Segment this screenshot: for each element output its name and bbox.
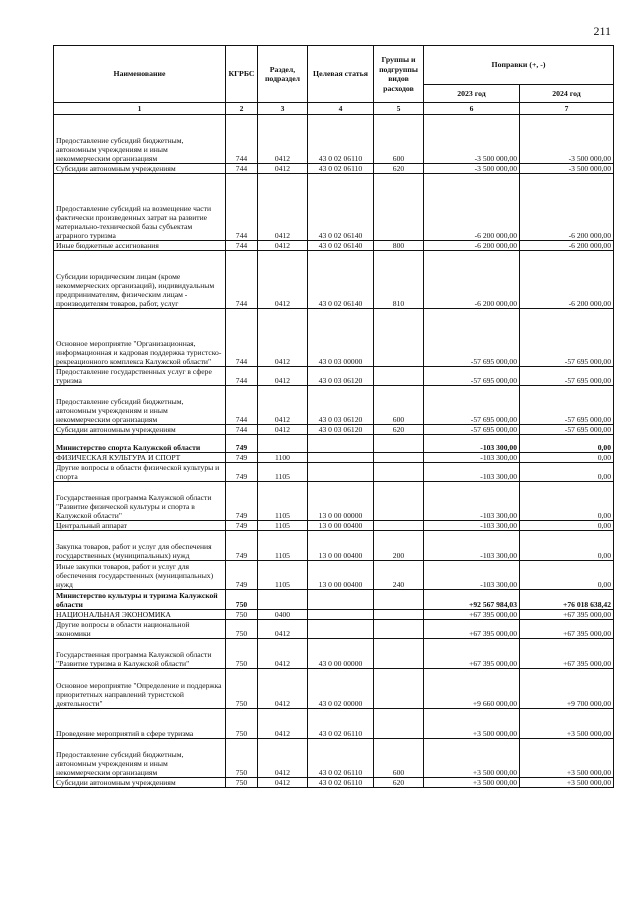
cell-name: Предоставление субсидий бюджетным, автономным учреждениям и иным некоммерческим организациям [54, 115, 226, 164]
cell-section: 0412 [258, 309, 308, 367]
cell-section: 1105 [258, 521, 308, 531]
table-row [54, 739, 614, 778]
table-row [54, 620, 614, 639]
cell-group [374, 521, 424, 531]
cell-group: 600 [374, 386, 424, 425]
cell-group [374, 482, 424, 521]
cell-amount-2024: -57 695 000,00 [520, 425, 614, 435]
cell-target: 13 0 00 00400 [308, 561, 374, 590]
cell-target: 43 0 02 06110 [308, 115, 374, 164]
cell-amount-2023: -57 695 000,00 [424, 425, 520, 435]
cell-name: Проведение мероприятий в сфере туризма [54, 709, 226, 739]
column-number: 3 [258, 103, 308, 115]
cell-kgrbs: 750 [226, 610, 258, 620]
cell-amount-2023: -6 200 000,00 [424, 241, 520, 251]
cell-section: 1105 [258, 482, 308, 521]
cell-section: 1105 [258, 531, 308, 561]
cell-section: 0412 [258, 241, 308, 251]
cell-target: 43 0 02 06110 [308, 778, 374, 788]
column-number: 1 [54, 103, 226, 115]
cell-kgrbs: 749 [226, 435, 258, 453]
cell-name: Предоставление государственных услуг в сфере туризма [54, 367, 226, 386]
cell-target: 43 0 02 06140 [308, 251, 374, 309]
header-section: Раздел, подраздел [258, 46, 308, 103]
cell-amount-2024: 0,00 [520, 561, 614, 590]
header-year-2023: 2023 год [424, 85, 520, 103]
table-body [54, 103, 614, 788]
cell-section: 0412 [258, 367, 308, 386]
cell-amount-2024: -57 695 000,00 [520, 367, 614, 386]
cell-amount-2024: +76 018 638,42 [520, 590, 614, 610]
table-row [54, 309, 614, 367]
table-row [54, 669, 614, 709]
cell-amount-2023: -3 500 000,00 [424, 164, 520, 174]
cell-amount-2024: -3 500 000,00 [520, 115, 614, 164]
cell-kgrbs: 744 [226, 367, 258, 386]
cell-kgrbs: 749 [226, 531, 258, 561]
table-row [54, 610, 614, 620]
cell-name: Предоставление субсидий бюджетным, автономным учреждениям и иным некоммерческим организациям [54, 739, 226, 778]
cell-target: 43 0 02 06110 [308, 739, 374, 778]
cell-section: 0412 [258, 164, 308, 174]
cell-amount-2024: +67 395 000,00 [520, 639, 614, 669]
table-row [54, 164, 614, 174]
cell-target [308, 435, 374, 453]
table-row [54, 174, 614, 241]
column-number: 5 [374, 103, 424, 115]
cell-amount-2023: -57 695 000,00 [424, 367, 520, 386]
cell-name: Субсидии юридическим лицам (кроме некоммерческих организаций), индивидуальным предпринимателям, физическим лицам - производителям товаров, работ, услуг [54, 251, 226, 309]
cell-kgrbs: 744 [226, 241, 258, 251]
cell-name: Иные бюджетные ассигнования [54, 241, 226, 251]
cell-target: 13 0 00 00400 [308, 531, 374, 561]
cell-section: 1105 [258, 561, 308, 590]
cell-amount-2024: 0,00 [520, 482, 614, 521]
cell-kgrbs: 744 [226, 115, 258, 164]
cell-name: Предоставление субсидий бюджетным, автономным учреждениям и иным некоммерческим организациям [54, 386, 226, 425]
cell-group [374, 610, 424, 620]
cell-section: 0412 [258, 669, 308, 709]
cell-amount-2024: +9 700 000,00 [520, 669, 614, 709]
cell-group [374, 367, 424, 386]
table-row [54, 425, 614, 435]
cell-amount-2024: 0,00 [520, 453, 614, 463]
cell-name: Субсидии автономным учреждениям [54, 425, 226, 435]
cell-group: 800 [374, 241, 424, 251]
cell-amount-2024: 0,00 [520, 463, 614, 482]
cell-group [374, 669, 424, 709]
cell-name: Другие вопросы в области физической культуры и спорта [54, 463, 226, 482]
cell-amount-2024: 0,00 [520, 435, 614, 453]
table-row [54, 590, 614, 610]
table-row [54, 115, 614, 164]
cell-group: 810 [374, 251, 424, 309]
cell-target: 43 0 03 06120 [308, 367, 374, 386]
header-amendments: Поправки (+, -) [424, 46, 614, 85]
cell-target [308, 453, 374, 463]
cell-amount-2023: -103 300,00 [424, 435, 520, 453]
cell-amount-2023: +9 660 000,00 [424, 669, 520, 709]
cell-name: Министерство культуры и туризма Калужской области [54, 590, 226, 610]
cell-group: 200 [374, 531, 424, 561]
cell-name: Субсидии автономным учреждениям [54, 778, 226, 788]
cell-group [374, 639, 424, 669]
cell-group [374, 435, 424, 453]
cell-amount-2024: +67 395 000,00 [520, 610, 614, 620]
cell-amount-2023: +67 395 000,00 [424, 620, 520, 639]
cell-amount-2024: +3 500 000,00 [520, 739, 614, 778]
cell-name: Иные закупки товаров, работ и услуг для обеспечения государственных (муниципальных) нужд [54, 561, 226, 590]
header-groups: Группы и подгруппы видов расходов [374, 46, 424, 103]
cell-kgrbs: 749 [226, 453, 258, 463]
cell-section: 0400 [258, 610, 308, 620]
cell-amount-2023: -6 200 000,00 [424, 174, 520, 241]
header-name: Наименование [54, 46, 226, 103]
cell-group: 620 [374, 164, 424, 174]
cell-amount-2024: 0,00 [520, 531, 614, 561]
cell-group [374, 453, 424, 463]
cell-target: 43 0 02 06140 [308, 241, 374, 251]
cell-name: Государственная программа Калужской области "Развитие туризма в Калужской области" [54, 639, 226, 669]
cell-target: 43 0 02 00000 [308, 669, 374, 709]
cell-target: 43 0 00 00000 [308, 639, 374, 669]
cell-amount-2023: -57 695 000,00 [424, 386, 520, 425]
cell-amount-2024: -6 200 000,00 [520, 174, 614, 241]
cell-group [374, 590, 424, 610]
table-row [54, 367, 614, 386]
cell-target: 13 0 00 00400 [308, 521, 374, 531]
cell-kgrbs: 749 [226, 482, 258, 521]
cell-group [374, 309, 424, 367]
cell-kgrbs: 744 [226, 386, 258, 425]
column-number: 7 [520, 103, 614, 115]
cell-amount-2023: +3 500 000,00 [424, 778, 520, 788]
cell-kgrbs: 750 [226, 739, 258, 778]
cell-section [258, 590, 308, 610]
cell-kgrbs: 750 [226, 709, 258, 739]
cell-target [308, 620, 374, 639]
cell-target: 43 0 02 06140 [308, 174, 374, 241]
cell-name: Закупка товаров, работ и услуг для обеспечения государственных (муниципальных) нужд [54, 531, 226, 561]
cell-amount-2023: +67 395 000,00 [424, 610, 520, 620]
cell-name: Основное мероприятие "Определение и поддержка приоритетных направлений туристской деятельности" [54, 669, 226, 709]
cell-amount-2023: -103 300,00 [424, 531, 520, 561]
cell-target: 43 0 03 06120 [308, 386, 374, 425]
cell-section: 0412 [258, 386, 308, 425]
cell-amount-2023: -6 200 000,00 [424, 251, 520, 309]
header-target: Целевая статья [308, 46, 374, 103]
cell-section: 0412 [258, 174, 308, 241]
table-row [54, 453, 614, 463]
cell-kgrbs: 749 [226, 463, 258, 482]
cell-amount-2023: -103 300,00 [424, 561, 520, 590]
cell-group [374, 174, 424, 241]
cell-section: 0412 [258, 425, 308, 435]
column-number: 2 [226, 103, 258, 115]
cell-section: 0412 [258, 639, 308, 669]
cell-target [308, 590, 374, 610]
cell-kgrbs: 744 [226, 174, 258, 241]
cell-amount-2023: +3 500 000,00 [424, 709, 520, 739]
cell-amount-2024: 0,00 [520, 521, 614, 531]
table-row [54, 778, 614, 788]
cell-group: 240 [374, 561, 424, 590]
cell-section: 0412 [258, 115, 308, 164]
cell-section: 0412 [258, 251, 308, 309]
cell-target: 13 0 00 00000 [308, 482, 374, 521]
cell-group: 600 [374, 739, 424, 778]
table-row [54, 386, 614, 425]
table-row [54, 531, 614, 561]
cell-target: 43 0 03 00000 [308, 309, 374, 367]
cell-group: 620 [374, 425, 424, 435]
cell-group: 600 [374, 115, 424, 164]
cell-target [308, 463, 374, 482]
cell-group: 620 [374, 778, 424, 788]
cell-amount-2024: -6 200 000,00 [520, 241, 614, 251]
cell-amount-2023: -103 300,00 [424, 521, 520, 531]
cell-name: Субсидии автономным учреждениям [54, 164, 226, 174]
table-row [54, 639, 614, 669]
cell-name: Основное мероприятие "Организационная, информационная и кадровая поддержка туристско-рекреационного комплекса Калужской области" [54, 309, 226, 367]
cell-kgrbs: 750 [226, 778, 258, 788]
cell-amount-2024: -3 500 000,00 [520, 164, 614, 174]
table-row [54, 463, 614, 482]
cell-section [258, 435, 308, 453]
cell-kgrbs: 744 [226, 309, 258, 367]
cell-section: 0412 [258, 620, 308, 639]
budget-amendments-table [53, 45, 614, 788]
column-number-row [54, 103, 614, 115]
column-number: 6 [424, 103, 520, 115]
cell-amount-2024: -57 695 000,00 [520, 309, 614, 367]
cell-group [374, 463, 424, 482]
cell-name: Центральный аппарат [54, 521, 226, 531]
page-number: 211 [593, 24, 611, 38]
header-kgrbs: КГРБС [226, 46, 258, 103]
table-row [54, 561, 614, 590]
column-number: 4 [308, 103, 374, 115]
cell-amount-2023: -57 695 000,00 [424, 309, 520, 367]
cell-group [374, 620, 424, 639]
table-row [54, 241, 614, 251]
cell-amount-2023: -103 300,00 [424, 463, 520, 482]
cell-kgrbs: 750 [226, 639, 258, 669]
cell-amount-2024: +3 500 000,00 [520, 709, 614, 739]
cell-section: 0412 [258, 778, 308, 788]
cell-kgrbs: 744 [226, 251, 258, 309]
cell-amount-2023: -103 300,00 [424, 482, 520, 521]
table-row [54, 435, 614, 453]
cell-target [308, 610, 374, 620]
cell-target: 43 0 02 06110 [308, 709, 374, 739]
cell-kgrbs: 750 [226, 620, 258, 639]
cell-kgrbs: 749 [226, 561, 258, 590]
cell-amount-2024: -6 200 000,00 [520, 251, 614, 309]
cell-section: 1105 [258, 463, 308, 482]
cell-amount-2024: +3 500 000,00 [520, 778, 614, 788]
cell-target: 43 0 03 06120 [308, 425, 374, 435]
table-row [54, 521, 614, 531]
cell-amount-2023: +67 395 000,00 [424, 639, 520, 669]
table-row [54, 482, 614, 521]
cell-name: Другие вопросы в области национальной экономики [54, 620, 226, 639]
cell-amount-2023: -103 300,00 [424, 453, 520, 463]
cell-name: Предоставление субсидий на возмещение части фактически произведенных затрат на развитие материально-технической базы субъектам аграрного туризма [54, 174, 226, 241]
cell-kgrbs: 744 [226, 425, 258, 435]
cell-amount-2023: +92 567 984,03 [424, 590, 520, 610]
cell-kgrbs: 744 [226, 164, 258, 174]
cell-name: НАЦИОНАЛЬНАЯ ЭКОНОМИКА [54, 610, 226, 620]
cell-name: Министерство спорта Калужской области [54, 435, 226, 453]
cell-section: 1100 [258, 453, 308, 463]
cell-kgrbs: 749 [226, 521, 258, 531]
cell-kgrbs: 750 [226, 669, 258, 709]
cell-amount-2024: -57 695 000,00 [520, 386, 614, 425]
header-year-2024: 2024 год [520, 85, 614, 103]
cell-amount-2023: +3 500 000,00 [424, 739, 520, 778]
cell-section: 0412 [258, 739, 308, 778]
cell-kgrbs: 750 [226, 590, 258, 610]
cell-name: ФИЗИЧЕСКАЯ КУЛЬТУРА И СПОРТ [54, 453, 226, 463]
table-row [54, 709, 614, 739]
cell-section: 0412 [258, 709, 308, 739]
cell-group [374, 709, 424, 739]
cell-amount-2024: +67 395 000,00 [520, 620, 614, 639]
cell-amount-2023: -3 500 000,00 [424, 115, 520, 164]
cell-target: 43 0 02 06110 [308, 164, 374, 174]
cell-name: Государственная программа Калужской области "Развитие физической культуры и спорта в Калужской области" [54, 482, 226, 521]
table-row [54, 251, 614, 309]
